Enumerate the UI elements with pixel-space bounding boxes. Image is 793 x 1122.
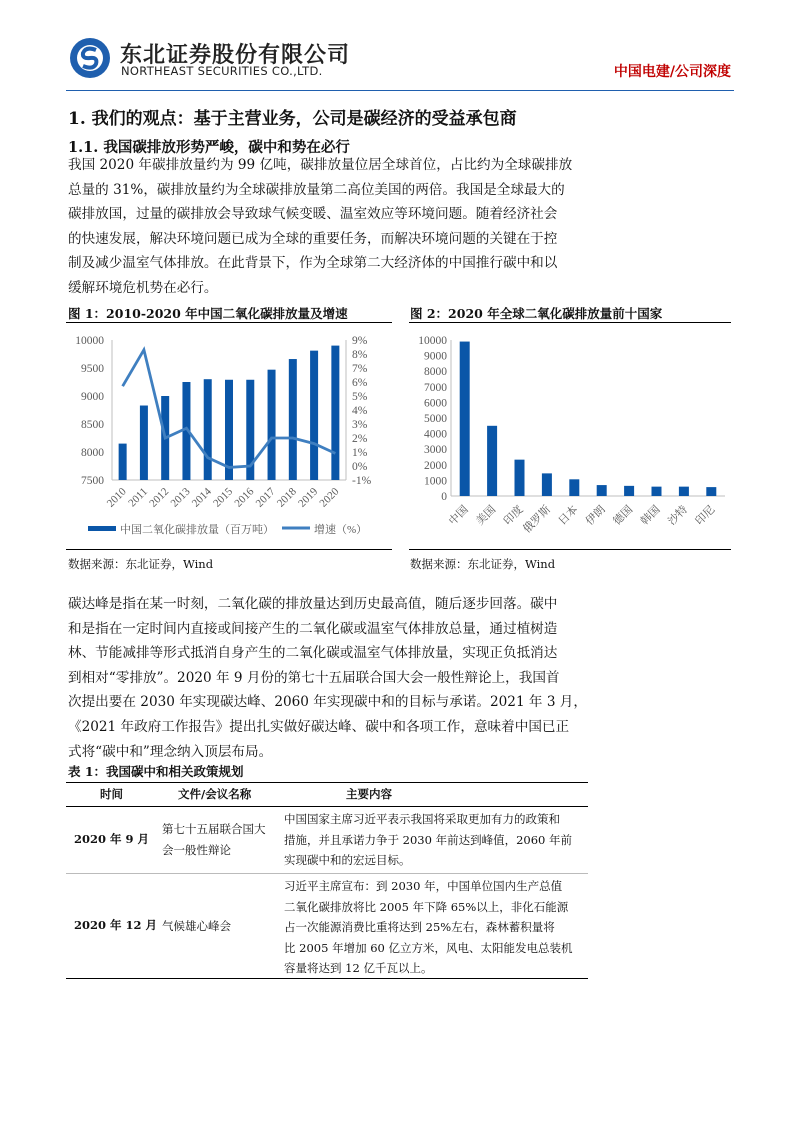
col-header-time: 时间 xyxy=(100,787,123,801)
x-tick-label: 印尼 xyxy=(693,503,718,528)
y-tick-label: 9500 xyxy=(81,363,104,375)
x-tick-label: 2020 xyxy=(317,485,342,510)
col-header-name: 文件/会议名称 xyxy=(178,787,252,801)
x-tick-label: 2014 xyxy=(189,485,214,510)
bar-2010 xyxy=(119,444,127,480)
y2-tick-label: 2% xyxy=(352,433,368,445)
y-tick-label: 6000 xyxy=(424,397,447,410)
bar-2019 xyxy=(310,351,318,480)
table-header xyxy=(66,784,588,806)
x-tick-label: 2016 xyxy=(232,485,257,510)
x-tick-label: 韩国 xyxy=(638,503,663,528)
company-name-en: NORTHEAST SECURITIES CO.,LTD. xyxy=(121,64,323,78)
y-tick-label: 3000 xyxy=(424,444,447,457)
bar-2011 xyxy=(140,406,148,480)
figure-2-chart xyxy=(409,326,731,544)
y-tick-label: 0 xyxy=(441,491,447,503)
x-tick-label: 印度 xyxy=(501,503,526,528)
cell-content: 习近平主席宣布：到 2030 年，中国单位国内生产总值 xyxy=(284,879,563,893)
bar-日本 xyxy=(569,479,579,496)
paragraph-line: 总量的 31%，碳排放量约为全球碳排放量第二高位美国的两倍。我国是全球最大的 xyxy=(68,181,565,198)
bar-德国 xyxy=(624,486,634,496)
cell-content: 二氧化碳排放将比 2005 年下降 65%以上，非化石能源 xyxy=(284,899,569,914)
x-tick-label: 2018 xyxy=(274,485,299,510)
legend-line-label: 增速（%） xyxy=(314,524,368,536)
paragraph-line: 的快速发展，解决环境问题已成为全球的重要任务，而解决环境问题的关键在于控 xyxy=(68,230,558,247)
cell-content: 实现碳中和的宏远目标。 xyxy=(284,853,411,867)
y-tick-label: 8000 xyxy=(424,366,447,379)
cell-content: 中国国家主席习近平表示我国将采取更加有力的政策和 xyxy=(284,812,560,826)
bar-沙特 xyxy=(679,487,689,496)
y-tick-label: 5000 xyxy=(424,413,447,425)
y-tick-label: 9000 xyxy=(424,350,447,363)
paragraph-line: 制及减少温室气体排放。在此背景下，作为全球第二大经济体的中国推行碳中和以 xyxy=(68,255,558,272)
cell-content: 措施，并且承诺力争于 2030 年前达到峰值，2060 年前 xyxy=(284,832,572,847)
y-tick-label: 8500 xyxy=(81,419,104,431)
report-tag: 中国电建/公司深度 xyxy=(613,64,731,80)
y-tick-label: 1000 xyxy=(424,475,447,488)
paragraph-line: 次提出要在 2030 年实现碳达峰、2060 年实现碳中和的目标与承诺。2021 年 3 月， xyxy=(68,694,587,711)
y-tick-label: 4000 xyxy=(424,428,447,441)
cell-name: 第七十五届联合国大 xyxy=(162,822,266,836)
y-tick-label: 7500 xyxy=(81,475,104,487)
divider xyxy=(66,549,392,550)
legend-bar-swatch xyxy=(88,526,116,531)
table-title: 表 1：我国碳中和相关政策规划 xyxy=(68,764,244,779)
bar-2020 xyxy=(331,346,339,480)
y2-tick-label: 0% xyxy=(352,461,368,473)
x-tick-label: 沙特 xyxy=(665,503,691,528)
x-tick-label: 2015 xyxy=(211,485,236,510)
paragraph-2 xyxy=(68,592,587,764)
x-tick-label: 2019 xyxy=(296,485,321,510)
bar-俄罗斯 xyxy=(542,473,552,496)
paragraph-1 xyxy=(68,153,578,301)
x-tick-label: 俄罗斯 xyxy=(521,503,554,536)
x-tick-label: 德国 xyxy=(611,503,636,528)
cell-name: 会一般性辩论 xyxy=(162,843,231,857)
y2-tick-label: 9% xyxy=(352,335,368,347)
x-tick-label: 2012 xyxy=(147,485,172,510)
divider xyxy=(66,978,588,979)
x-tick-label: 日本 xyxy=(556,503,581,528)
paragraph-line: 碳排放国，过量的碳排放会导致球气候变暖、温室效应等环境问题。随着经济社会 xyxy=(68,206,558,223)
cell-time: 2020 年 9 月 xyxy=(74,832,150,846)
bar-韩国 xyxy=(652,487,662,496)
paragraph-line: 式将“碳中和”理念纳入顶层布局。 xyxy=(68,743,273,760)
x-tick-label: 2010 xyxy=(104,485,129,510)
bar-2014 xyxy=(204,379,212,480)
cell-content: 占一次能源消费比重将达到 25%左右，森林蓄积量将 xyxy=(284,920,555,934)
section-heading: 1. 我们的观点：基于主营业务，公司是碳经济的受益承包商 xyxy=(68,109,517,129)
cell-content: 容量将达到 12 亿千瓦以上。 xyxy=(284,961,433,975)
x-tick-label: 2017 xyxy=(253,485,278,510)
y-tick-label: 10000 xyxy=(75,335,104,347)
divider xyxy=(409,322,731,323)
company-name-cn: 东北证券股份有限公司 xyxy=(120,43,351,68)
x-tick-label: 伊朗 xyxy=(583,503,608,528)
y-tick-label: 9000 xyxy=(81,391,104,403)
x-tick-label: 美国 xyxy=(474,503,499,528)
header-divider xyxy=(66,90,734,91)
y2-tick-label: 8% xyxy=(352,349,368,361)
bar-2017 xyxy=(268,370,276,480)
figure-1-chart xyxy=(66,326,396,544)
y-tick-label: 7000 xyxy=(424,381,447,394)
table-row xyxy=(66,807,588,873)
paragraph-line: 《2021 年政府工作报告》提出扎实做好碳达峰、碳中和各项工作，意味着中国已正 xyxy=(68,718,570,735)
paragraph-line: 缓解环境危机势在必行。 xyxy=(68,279,218,296)
bar-印度 xyxy=(515,460,525,496)
table-row xyxy=(66,874,588,978)
cell-time: 2020 年 12 月 xyxy=(74,918,158,932)
divider xyxy=(66,782,588,783)
paragraph-line: 我国 2020 年碳排放量约为 99 亿吨，碳排放量位居全球首位，占比约为全球碳排放 xyxy=(68,157,573,173)
y-tick-label: 2000 xyxy=(424,459,447,472)
y2-tick-label: -1% xyxy=(352,475,372,487)
paragraph-line: 到相对“零排放”。2020 年 9 月份的第七十五届联合国大会一般性辩论上，我国首 xyxy=(68,669,560,686)
divider xyxy=(409,549,731,550)
x-tick-label: 2011 xyxy=(126,485,151,510)
bar-2018 xyxy=(289,359,297,480)
col-header-content: 主要内容 xyxy=(346,787,392,801)
y2-tick-label: 5% xyxy=(352,391,368,403)
y2-tick-label: 6% xyxy=(352,377,368,389)
y2-tick-label: 4% xyxy=(352,405,368,417)
figure-1-title: 图 1：2010-2020 年中国二氧化碳排放量及增速 xyxy=(68,306,348,321)
figure-2-source: 数据来源：东北证券，Wind xyxy=(410,557,556,571)
cell-name: 气候雄心峰会 xyxy=(162,918,231,933)
paragraph-line: 碳达峰是指在某一时刻，二氧化碳的排放量达到历史最高值，随后逐步回落。碳中 xyxy=(68,596,558,612)
legend-bar-label: 中国二氧化碳排放量（百万吨） xyxy=(120,524,274,536)
paragraph-line: 和是指在一定时间内直接或间接产生的二氧化碳或温室气体排放总量，通过植树造 xyxy=(68,620,558,637)
y2-tick-label: 7% xyxy=(352,363,368,375)
y-tick-label: 10000 xyxy=(418,335,447,347)
company-logo-icon xyxy=(68,36,112,80)
y2-tick-label: 1% xyxy=(352,447,368,459)
paragraph-line: 林、节能减排等形式抵消自身产生的二氧化碳或温室气体排放量，实现正负抵消达 xyxy=(68,645,558,662)
figure-2-title: 图 2：2020 年全球二氧化碳排放量前十国家 xyxy=(410,306,663,321)
figure-1-source: 数据来源：东北证券，Wind xyxy=(68,557,214,571)
divider xyxy=(66,322,392,323)
bar-中国 xyxy=(460,342,470,496)
bar-印尼 xyxy=(706,487,716,496)
bar-美国 xyxy=(487,426,497,496)
x-tick-label: 2013 xyxy=(168,485,193,510)
y2-tick-label: 3% xyxy=(352,419,368,431)
bar-伊朗 xyxy=(597,485,607,496)
cell-content: 比 2005 年增加 60 亿立方米，风电、太阳能发电总装机 xyxy=(284,940,573,955)
x-tick-label: 中国 xyxy=(446,503,471,528)
y-tick-label: 8000 xyxy=(81,447,104,459)
subsection-heading: 1.1. 我国碳排放形势严峻，碳中和势在必行 xyxy=(68,139,350,156)
